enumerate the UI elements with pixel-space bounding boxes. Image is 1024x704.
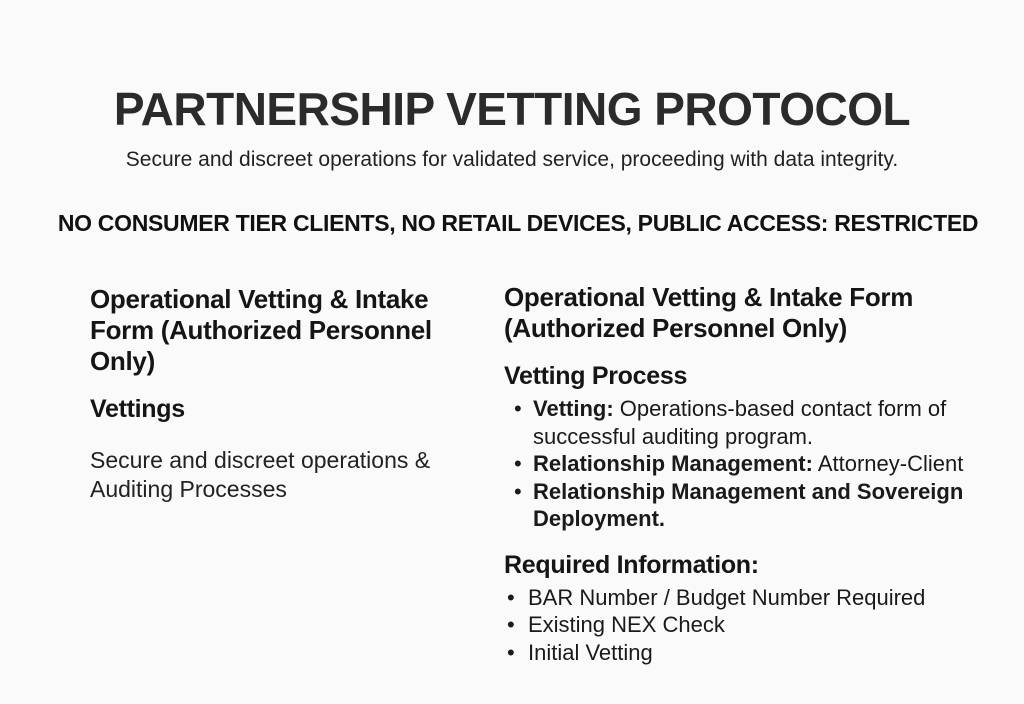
bullet-icon: • <box>514 478 522 504</box>
list-item <box>504 450 1004 478</box>
vetting-process-heading: Vetting Process <box>504 362 688 390</box>
list-item <box>504 611 1004 639</box>
vetting-process-list <box>504 395 1004 533</box>
list-item-term: Relationship Management and Sovereign Deployment. <box>533 478 964 531</box>
left-column <box>90 284 460 504</box>
required-info-heading: Required Information: <box>504 550 759 579</box>
left-form-heading: Operational Vetting & Intake Form (Authorized Personnel Only) <box>90 284 432 376</box>
list-item-term: Vetting: <box>533 396 614 421</box>
bullet-icon: • <box>507 584 515 610</box>
right-form-heading: Operational Vetting & Intake Form (Authorized Personnel Only) <box>504 282 914 343</box>
list-item-text: Existing NEX Check <box>528 612 725 637</box>
list-item-text: BAR Number / Budget Number Required <box>528 584 926 610</box>
page-title: PARTNERSHIP VETTING PROTOCOL <box>113 83 911 135</box>
page-subtitle: Secure and discreet operations for validated service, proceeding with data integrity. <box>125 148 899 171</box>
list-item-text: Initial Vetting <box>528 639 653 665</box>
list-item <box>504 584 1004 612</box>
list-item-text: Operations-based contact form of successful auditing program. <box>533 396 947 449</box>
vettings-heading: Vettings <box>90 395 185 423</box>
list-item <box>504 639 1004 667</box>
bullet-icon: • <box>514 451 522 476</box>
list-item <box>504 478 1004 533</box>
list-item-text: Attorney-Client <box>812 451 964 476</box>
bullet-icon: • <box>507 612 515 637</box>
list-item <box>504 395 1004 450</box>
bullet-icon: • <box>507 639 515 665</box>
bullet-icon: • <box>514 396 522 421</box>
right-column <box>504 282 1004 666</box>
vettings-body: Secure and discreet operations & Auditing Processes <box>90 447 431 502</box>
required-info-list <box>504 584 1004 667</box>
restriction-notice: NO CONSUMER TIER CLIENTS, NO RETAIL DEVICES, PUBLIC ACCESS: RESTRICTED <box>57 210 979 236</box>
list-item-term: Relationship Management: <box>533 451 813 476</box>
